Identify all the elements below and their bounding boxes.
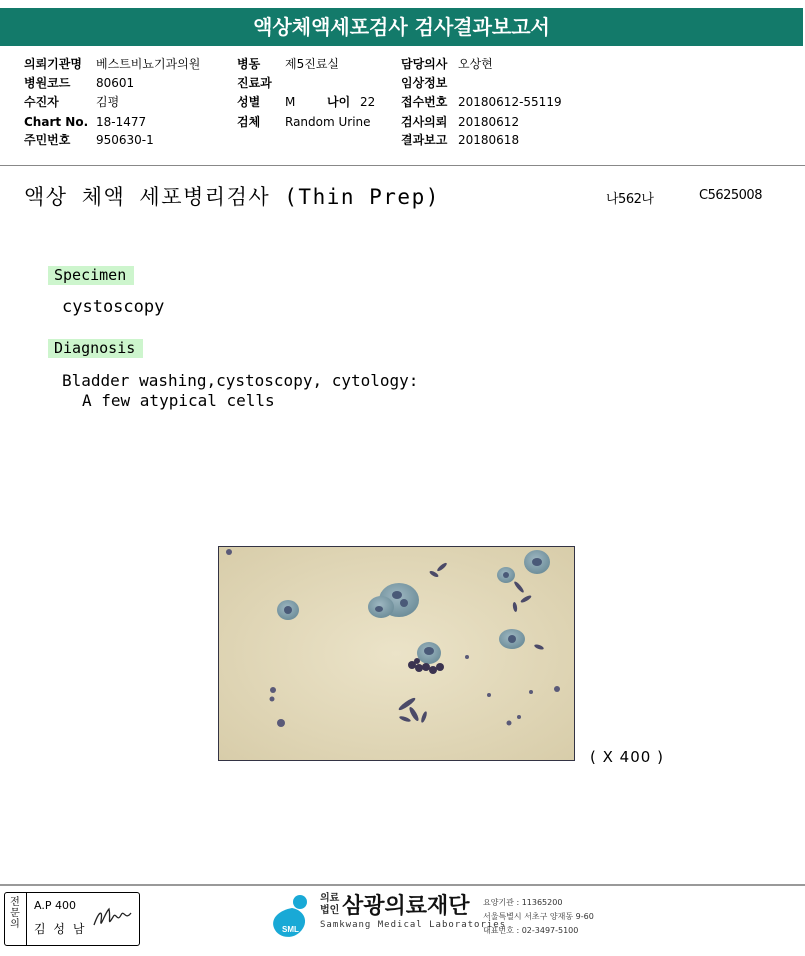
org-name: 삼광의료재단 [342, 894, 470, 919]
info-row-department: 진료과 [237, 76, 272, 90]
diagnosis-line-2: A few atypical cells [82, 391, 275, 410]
signature-icon [91, 903, 135, 933]
exam-title: 액상 체액 세포병리검사 (Thin Prep) [24, 185, 440, 209]
diagnosis-label: Diagnosis [48, 339, 143, 358]
stamp-ap-number: A.P 400 [34, 899, 76, 912]
stamp-pathologist-name: 김 성 남 [34, 922, 87, 936]
org-type-label: 의료 법인 [320, 893, 340, 916]
stamp-divider [26, 893, 27, 945]
diagnosis-line-1: Bladder washing,cystoscopy, cytology: [62, 371, 419, 390]
org-institution-code: 요양기관 : 11365200 [483, 898, 563, 907]
patient-info [0, 56, 805, 166]
info-row-request-date: 검사의뢰 20180612 [401, 115, 520, 129]
sml-logo-icon [270, 892, 318, 942]
info-row-doctor: 담당의사 오상현 [401, 57, 493, 71]
specimen-label: Specimen [48, 266, 134, 285]
report-title: 액상체액세포검사 검사결과보고서 [0, 8, 803, 46]
info-row-sex: 성별 M 나이 22 [237, 95, 376, 109]
info-row-report-date: 결과보고 20180618 [401, 133, 520, 147]
info-row-institution: 의뢰기관명 베스트비뇨기과의원 [24, 57, 201, 71]
org-address: 서울특별시 서초구 양재동 9-60 [483, 912, 594, 921]
info-row-specimen-type: 검체 Random Urine [237, 115, 371, 129]
info-row-ward: 병동 제5진료실 [237, 57, 340, 71]
info-row-chart-no: Chart No. 18-1477 [24, 115, 147, 129]
org-phone: 대표번호 : 02-3497-5100 [483, 926, 579, 935]
org-english-name: Samkwang Medical Laboratories [320, 920, 507, 930]
footer-divider [0, 884, 805, 886]
info-row-hospital-code: 병원코드 80601 [24, 76, 135, 90]
magnification-label: ( X 400 ) [590, 748, 664, 766]
info-row-resident-no: 주민번호 950630-1 [24, 133, 154, 147]
info-row-patient: 수진자 김평 [24, 95, 120, 109]
info-row-clinical-info: 임상정보 [401, 76, 448, 90]
info-row-receipt-no: 접수번호 20180612-55119 [401, 95, 562, 109]
specimen-text: cystoscopy [62, 297, 165, 317]
exam-code-2: C5625008 [699, 188, 762, 203]
microscopy-image [218, 546, 575, 761]
info-divider [0, 165, 805, 166]
logo-text: SML [282, 925, 299, 934]
exam-code-1: 나562나 [606, 192, 654, 207]
pathologist-stamp [4, 892, 140, 946]
stamp-vertical-label: 전문의 [10, 897, 20, 930]
microscopy-cells [219, 547, 574, 760]
